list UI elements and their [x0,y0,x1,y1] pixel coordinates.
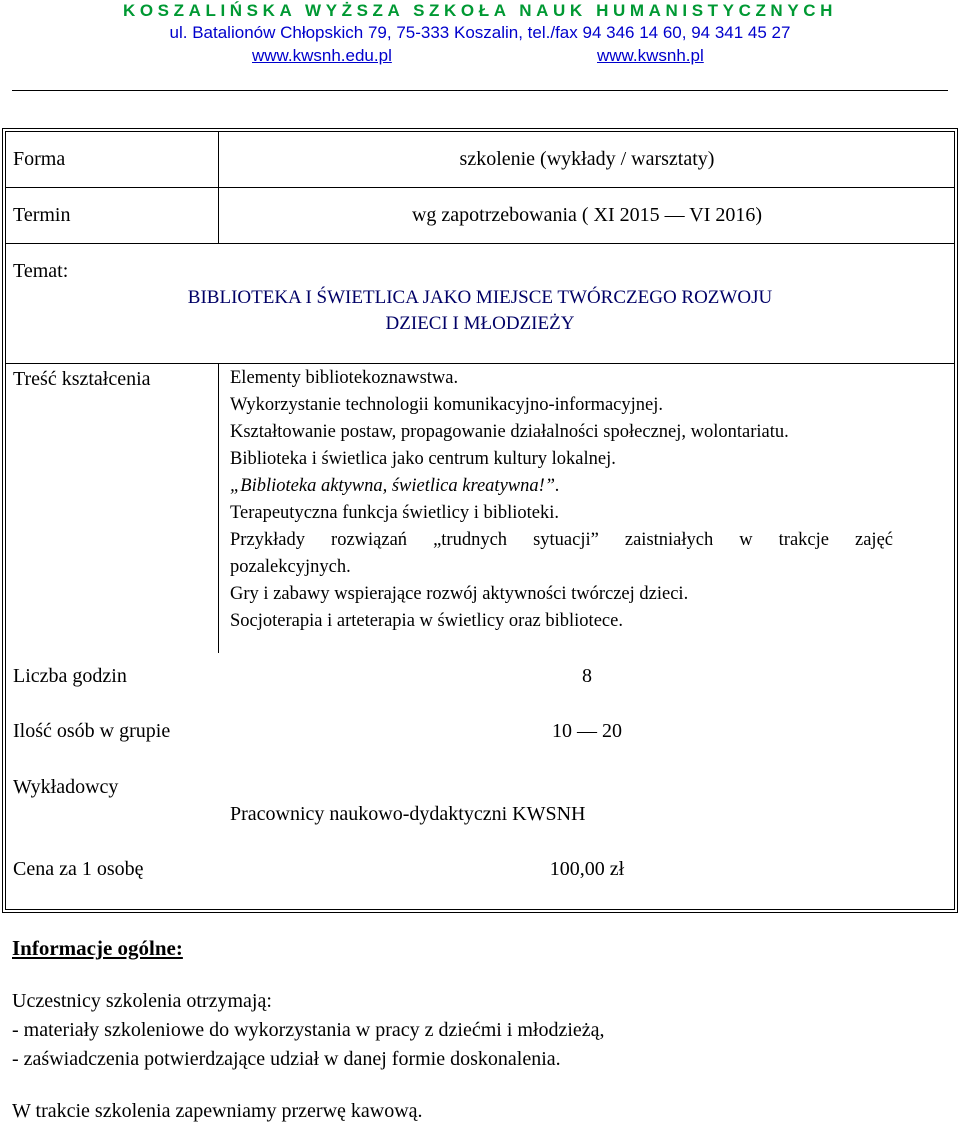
cena-value: 100,00 zł [549,858,625,880]
tresc-item: Wykorzystanie technologii komunikacyjno-informacyjnej. [230,395,663,415]
wykladowcy-label: Wykładowcy [13,776,119,798]
info-title: Informacje ogólne: [12,936,183,960]
tresc-label: Treść kształcenia [13,368,151,390]
header-divider [12,90,948,91]
info-intro: Uczestnicy szkolenia otrzymają: [12,990,272,1012]
temat-title-line1: BIBLIOTEKA I ŚWIETLICA JAKO MIEJSCE TWÓRCZEGO ROZWOJU [187,287,773,308]
temat-title-line2: DZIECI I MŁODZIEŻY [385,313,575,334]
tresc-item: pozalekcyjnych. [230,557,351,577]
tresc-item: Kształtowanie postaw, propagowanie działalności społecznej, wolontariatu. [230,422,789,442]
tresc-item: Gry i zabawy wspierające rozwój aktywności twórczej dzieci. [230,584,689,604]
info-item: - materiały szkoleniowe do wykorzystania w pracy z dziećmi i młodzieżą, [12,1019,605,1041]
info-item: - zaświadczenia potwierdzające udział w danej formie doskonalenia. [12,1048,561,1070]
cena-label: Cena za 1 osobę [13,858,144,880]
godzin-value: 8 [582,665,592,687]
termin-value: wg zapotrzebowania ( XI 2015 ― VI 2016) [411,204,763,226]
column-divider [218,363,219,653]
school-name: KOSZALIŃSKA WYŻSZA SZKOŁA NAUK HUMANISTYCZNYCH [122,1,838,20]
row-divider [5,187,955,188]
tresc-item: Terapeutyczna funkcja świetlicy i biblioteki. [230,503,560,523]
column-divider [218,131,219,243]
osob-label: Ilość osób w grupie [13,720,171,742]
forma-value: szkolenie (wykłady / warsztaty) [459,148,715,170]
tresc-item: Biblioteka i świetlica jako centrum kultury lokalnej. [230,449,616,469]
website-link[interactable]: www.kwsnh.pl [597,46,704,65]
row-divider [5,243,955,244]
tresc-item: Przykłady rozwiązań „trudnych sytuacji” zaistniałych w trakcje zajęć [230,530,893,550]
tresc-item: Elementy bibliotekoznawstwa. [230,368,459,388]
forma-label: Forma [13,148,66,170]
info-break-note: W trakcie szkolenia zapewniamy przerwę kawową. [12,1100,423,1122]
godzin-label: Liczba godzin [13,665,127,687]
tresc-list [230,365,945,635]
website-link-edu[interactable]: www.kwsnh.edu.pl [252,46,392,65]
school-address: ul. Batalionów Chłopskich 79, 75-333 Koszalin, tel./fax 94 346 14 60, 94 341 45 27 [169,23,791,42]
temat-label: Temat: [13,260,69,282]
tresc-item: Socjoterapia i arteterapia w świetlicy oraz bibliotece. [230,611,623,631]
wykladowcy-value: Pracownicy naukowo-dydaktyczni KWSNH [230,803,586,825]
osob-value: 10 ― 20 [552,720,622,742]
row-divider [5,363,955,364]
termin-label: Termin [13,204,71,226]
tresc-item: „Biblioteka aktywna, świetlica kreatywna!”. [230,476,560,496]
